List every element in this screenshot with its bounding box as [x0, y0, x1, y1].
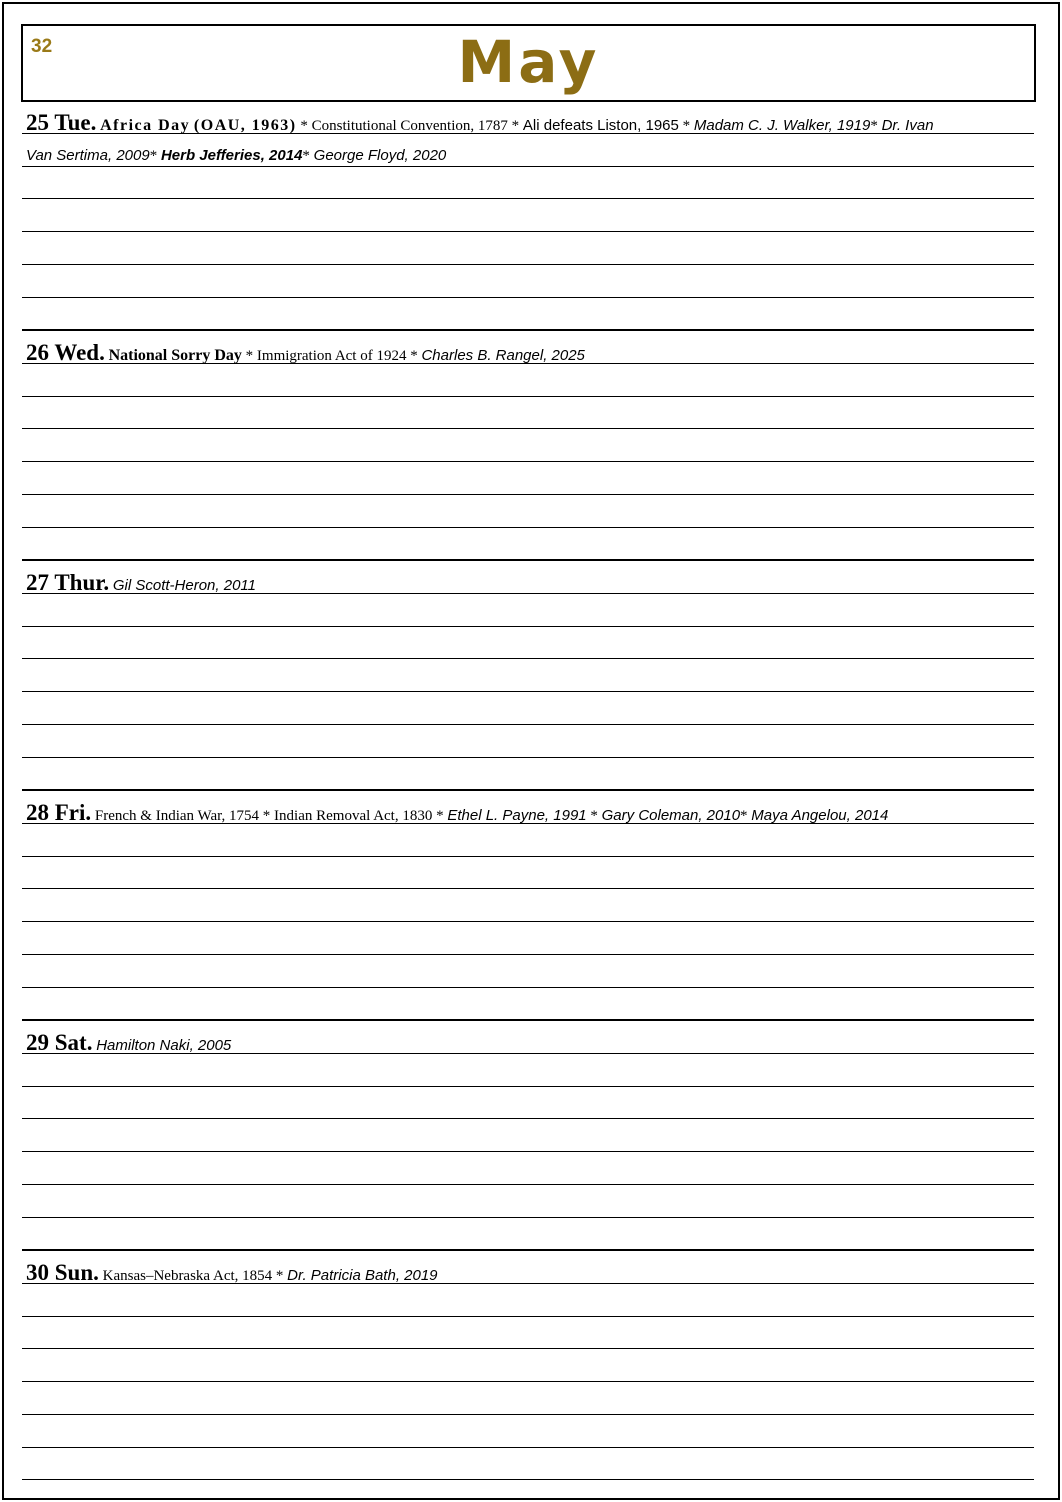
event: Van Sertima, 2009	[26, 147, 150, 164]
event: Dr. Patricia Bath, 2019	[287, 1267, 438, 1284]
day-heading-continued: Van Sertima, 2009* Herb Jefferies, 2014* George Floyd, 2020	[26, 147, 447, 164]
day-section-29	[22, 1020, 1034, 1250]
event: French & Indian War, 1754	[94, 808, 260, 824]
writing-line	[22, 428, 1034, 429]
day-heading	[26, 566, 1032, 599]
writing-line	[22, 724, 1034, 725]
day-section-27	[22, 560, 1034, 790]
event: George Floyd, 2020	[313, 147, 447, 164]
event: Ali defeats Liston, 1965	[522, 117, 679, 134]
writing-line	[22, 1479, 1034, 1480]
page-header	[21, 24, 1036, 102]
event: Herb Jefferies, 2014	[160, 147, 303, 164]
holiday: National Sorry Day	[108, 347, 242, 364]
day-heading: 26 Wed. National Sorry Day * Immigration Act of 1924 * Charles B. Rangel, 2025	[26, 340, 585, 365]
writing-line	[22, 691, 1034, 692]
writing-line	[22, 461, 1034, 462]
writing-line	[22, 396, 1034, 397]
writing-line	[22, 954, 1034, 955]
writing-line	[22, 1447, 1034, 1448]
day-label: 26 Wed.	[26, 340, 105, 365]
day-heading: 28 Fri. French & Indian War, 1754 * Indian Removal Act, 1830 * Ethel L. Payne, 1991 * Gary Coleman, 2010* Maya Angelou, 2014	[26, 800, 889, 825]
writing-line	[22, 1414, 1034, 1415]
writing-line	[22, 133, 1034, 134]
day-label: 27 Thur.	[26, 570, 110, 595]
writing-line	[22, 264, 1034, 265]
event: Kansas–Nebraska Act, 1854	[102, 1268, 273, 1284]
writing-line	[22, 658, 1034, 659]
day-section-30	[22, 1250, 1034, 1480]
day-label: 30 Sun.	[26, 1260, 99, 1285]
event: Hamilton Naki, 2005	[96, 1037, 232, 1054]
writing-line	[22, 297, 1034, 298]
day-heading	[26, 1026, 1032, 1059]
writing-line	[22, 363, 1034, 364]
writing-line	[22, 921, 1034, 922]
day-heading: 30 Sun. Kansas–Nebraska Act, 1854 * Dr. Patricia Bath, 2019	[26, 1260, 438, 1285]
day-label: 29 Sat.	[26, 1030, 93, 1055]
writing-line	[22, 1184, 1034, 1185]
event: Gil Scott-Heron, 2011	[112, 577, 256, 594]
writing-line	[22, 1316, 1034, 1317]
writing-line	[22, 1053, 1034, 1054]
page-number: 32	[31, 36, 53, 57]
event: Constitutional Convention, 1787	[311, 118, 508, 134]
event: Gary Coleman, 2010	[601, 807, 741, 824]
day-section-28	[22, 790, 1034, 1020]
event: Charles B. Rangel, 2025	[421, 347, 585, 364]
writing-line	[22, 987, 1034, 988]
holiday-note: (OAU, 1963)	[193, 117, 297, 134]
day-section-25	[22, 100, 1034, 330]
day-label: 28 Fri.	[26, 800, 92, 825]
event: Madam C. J. Walker, 1919	[693, 117, 871, 134]
writing-line	[22, 626, 1034, 627]
day-label: 25 Tue.	[26, 110, 97, 135]
writing-line	[22, 1217, 1034, 1218]
holiday: Africa Day	[100, 117, 191, 134]
event: Dr. Ivan	[881, 117, 934, 134]
writing-line	[22, 856, 1034, 857]
writing-line	[22, 1151, 1034, 1152]
writing-line	[22, 198, 1034, 199]
writing-line	[22, 1381, 1034, 1382]
writing-line	[22, 231, 1034, 232]
writing-line	[22, 1086, 1034, 1087]
event: Indian Removal Act, 1830	[274, 808, 433, 824]
event: Maya Angelou, 2014	[751, 807, 889, 824]
writing-line	[22, 593, 1034, 594]
writing-line	[22, 527, 1034, 528]
writing-line	[22, 757, 1034, 758]
day-section-26	[22, 330, 1034, 560]
writing-line	[22, 823, 1034, 824]
writing-line	[22, 1348, 1034, 1349]
day-heading: 25 Tue. Africa Day (OAU, 1963) * Constitutional Convention, 1787 * Ali defeats Liston, 1965 * Madam C. J. Walker, 1919* Dr. Ivan	[26, 110, 934, 135]
month-title: May	[457, 28, 600, 96]
writing-line	[22, 888, 1034, 889]
writing-line	[22, 1118, 1034, 1119]
writing-line	[22, 1283, 1034, 1284]
event: Immigration Act of 1924	[256, 348, 407, 364]
writing-line	[22, 494, 1034, 495]
writing-line	[22, 166, 1034, 167]
event: Ethel L. Payne, 1991	[447, 807, 587, 824]
